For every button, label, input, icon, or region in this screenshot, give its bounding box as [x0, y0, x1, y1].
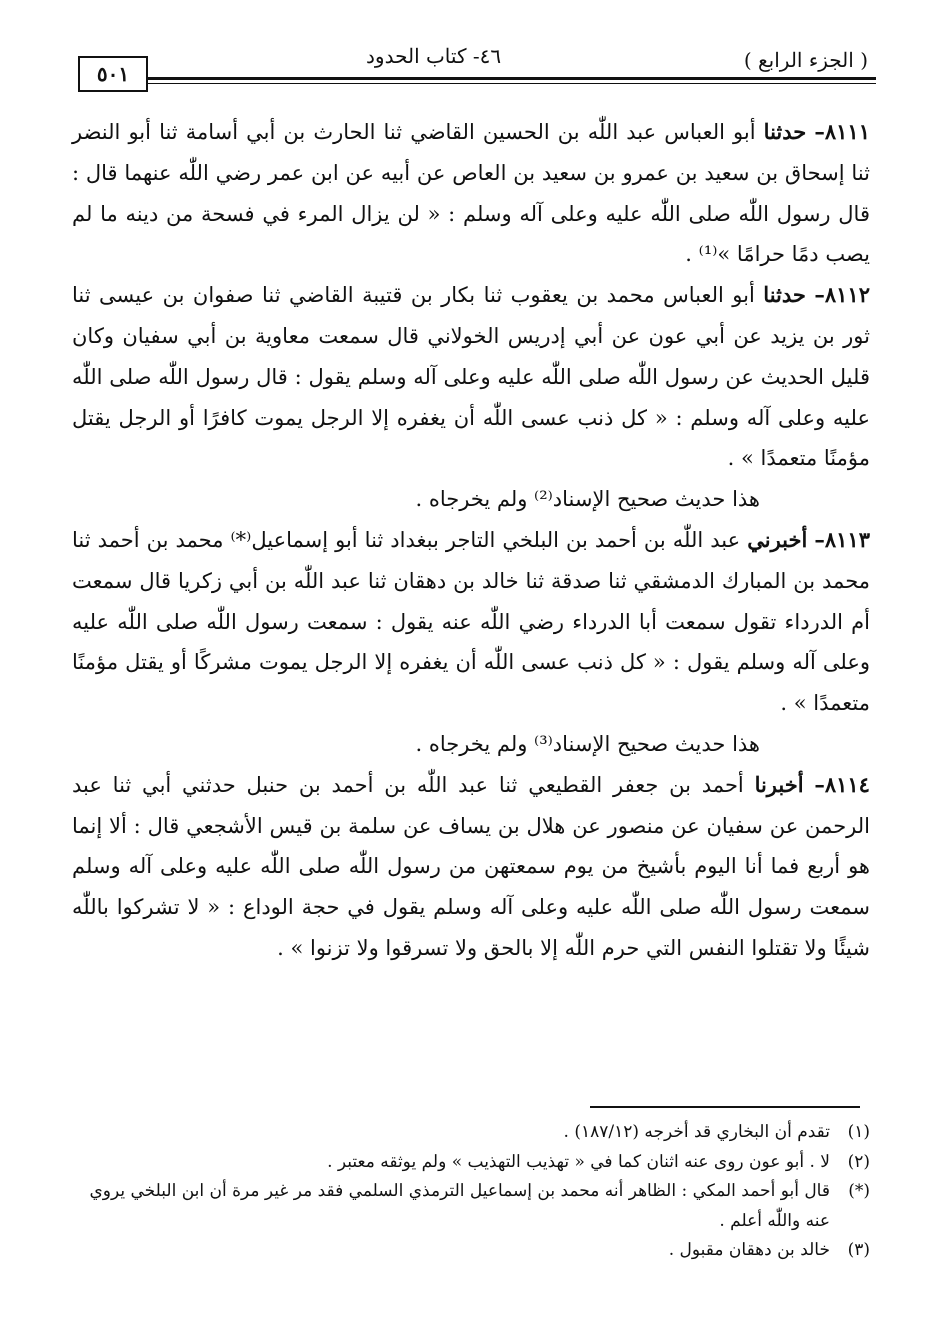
hadith-lead-word: حدثنا: [763, 282, 806, 308]
hadith-lead-word: أخبرنا: [754, 771, 804, 797]
footnote-text: تقدم أن البخاري قد أخرجه (١٨٧/١٢) .: [563, 1122, 830, 1142]
footnote-separator: [590, 1106, 860, 1108]
footnote-item: [68, 1118, 870, 1148]
footnotes: [68, 1118, 870, 1266]
hadith-8114: [72, 765, 870, 969]
footnote-marker: (١): [847, 1122, 870, 1142]
hadith-8111: [72, 112, 870, 275]
footnote-item: [68, 1148, 870, 1178]
footnote-text: خالد بن دهقان مقبول .: [668, 1240, 830, 1260]
grading-note: هذا حديث صحيح الإسناد⁽³⁾ ولم يخرجاه .: [415, 731, 760, 756]
grading-note: هذا حديث صحيح الإسناد⁽²⁾ ولم يخرجاه .: [415, 487, 760, 512]
volume-title: ( الجزء الرابع ): [743, 48, 868, 72]
footnote-marker: (*): [848, 1181, 870, 1201]
footnote-marker: (٣): [847, 1240, 870, 1260]
hadith-text: أبو العباس عبد اللّٰه بن الحسين القاضي ثنا الحارث بن أبي أسامة ثنا أبو النضر ثنا إسحاق بن سعيد بن عمرو بن سعيد بن العاص عن أبيه عن ابن عمر رضي اللّٰه عنهما قال : قال رسول اللّٰه صلى اللّٰه عليه وعلى آله وسلم : « لن يزال المرء في فسحة من دينه ما لم يصب دمًا حرامًا »⁽¹⁾ .: [72, 120, 870, 267]
main-text: [72, 112, 870, 969]
hadith-8112: [72, 275, 870, 479]
footnote-marker: (٢): [847, 1151, 870, 1172]
hadith-text: أحمد بن جعفر القطيعي ثنا عبد اللّٰه بن أحمد بن حنبل حدثني أبي ثنا عبد الرحمن عن سفيان عن منصور عن هلال بن يساف عن سلمة بن قيس الأشجعي قال : ألا إنما هو أربع فما أنا اليوم بأشيخ من يوم سمعتهن من رسول اللّٰه صلى اللّٰه عليه وعلى آله وسلم سمعت رسول اللّٰه صلى اللّٰه عليه وعلى آله وسلم يقول في حجة الوداع : « لا تشركوا باللّٰه شيئًا ولا تقتلوا النفس التي حرم اللّٰه إلا بالحق ولا تسرقوا ولا تزنوا » .: [72, 772, 870, 960]
header-rule: [146, 77, 876, 80]
hadith-number: ٨١١٢–: [814, 282, 870, 308]
hadith-8113: [72, 520, 870, 724]
hadith-text: أبو العباس محمد بن يعقوب ثنا بكار بن قتيبة القاضي ثنا صفوان بن عيسى ثنا ثور بن يزيد عن أبي عون عن أبي إدريس الخولاني قال سمعت معاوية بن أبي سفيان وكان قليل الحديث عن رسول اللّٰه صلى اللّٰه عليه وعلى آله وسلم يقول : قال رسول اللّٰه صلى اللّٰه عليه وعلى آله وسلم : « كل ذنب عسى اللّٰه أن يغفره إلا الرجل يموت كافرًا أو الرجل يقتل مؤمنًا متعمدًا » .: [72, 283, 870, 471]
footnote-item: [68, 1177, 870, 1236]
hadith-lead-word: حدثنا: [763, 119, 807, 144]
hadith-lead-word: أخبرني: [747, 526, 808, 552]
footnote-text: قال أبو أحمد المكي : الظاهر أنه محمد بن إسماعيل الترمذي السلمي فقد مر غير مرة أن ابن البلخي يروي عنه واللّٰه أعلم .: [89, 1181, 830, 1231]
page-header: [66, 44, 876, 96]
footnote-text: لا . أبو عون روى عنه اثنان كما في « تهذيب التهذيب » ولم يوثقه معتبر .: [327, 1151, 830, 1172]
hadith-number: ٨١١٤–: [814, 771, 870, 797]
hadith-number: ٨١١٣–: [814, 526, 870, 552]
page-number: ٥٠١: [78, 56, 148, 92]
header-rule-thin: [146, 83, 876, 84]
footnote-item: [68, 1236, 870, 1266]
hadith-text: عبد اللّٰه بن أحمد بن البلخي التاجر ببغداد ثنا أبو إسماعيل⁽*⁾ محمد بن أحمد ثنا محمد بن المبارك الدمشقي ثنا صدقة ثنا خالد بن دهقان ثنا عبد اللّٰه بن أبي زكريا قال سمعت أم الدرداء تقول سمعت أبا الدرداء رضي اللّٰه عنه يقول : سمعت رسول اللّٰه صلى اللّٰه عليه وعلى آله وسلم يقول : « كل ذنب عسى اللّٰه أن يغفره إلا الرجل يموت مشركًا أو يقتل مؤمنًا متعمدًا » .: [72, 527, 870, 716]
chapter-title: ٤٦- كتاب الحدود: [366, 44, 502, 68]
hadith-number: ٨١١١–: [814, 119, 870, 144]
